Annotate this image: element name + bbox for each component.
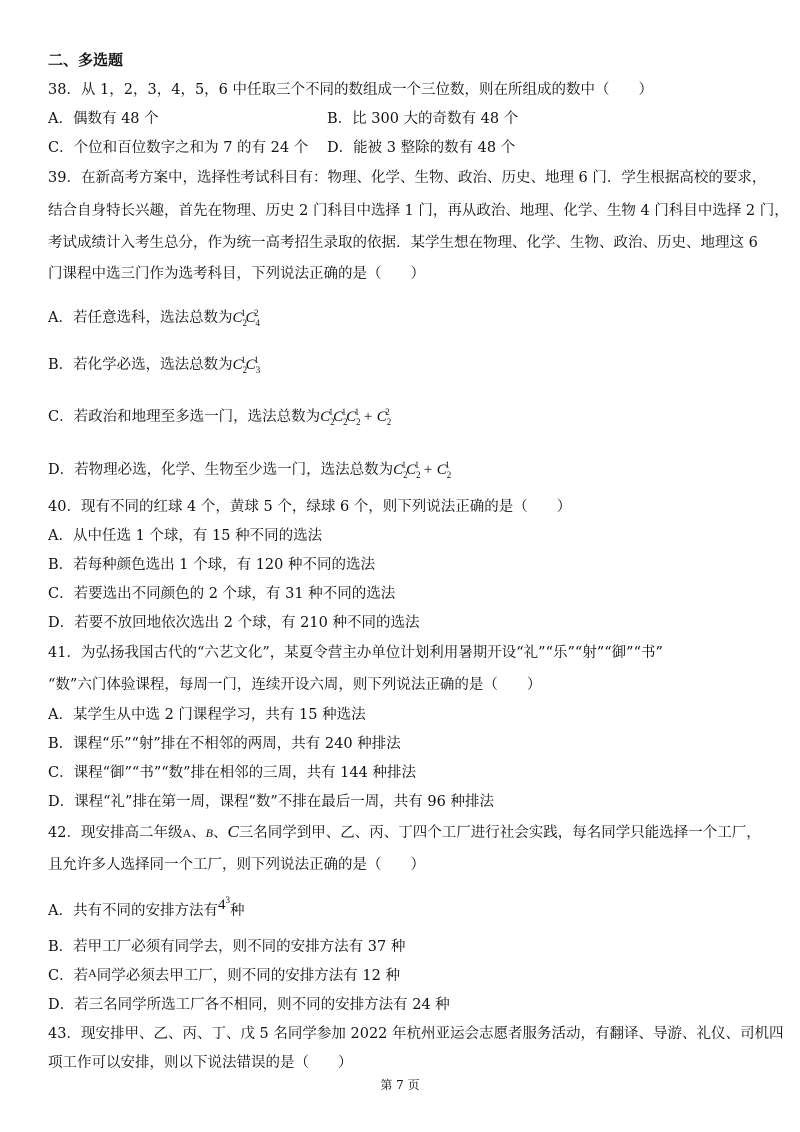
q39-option-c <box>48 402 390 432</box>
q42-option-a-power: $4^3$ <box>217 895 230 913</box>
q38-option-d: D．能被 3 整除的数有 48 个 <box>327 140 516 156</box>
q41-stem-line2: “数”六门体验课程，每周一门，连续开设六周，则下列说法正确的是（ ） <box>48 677 542 693</box>
q39-stem-line1: 39．在新高考方案中，选择性考试科目有：物理、化学、生物、政治、历史、地理 6 门．学生根据高校的要求， <box>48 170 767 186</box>
q42-stem-suffix: 三名同学到甲、乙、丙、丁四个工厂进行社会实践，每名同学只能选择一个工厂， <box>238 825 761 841</box>
q40-option-d: D．若要不放回地依次选出 2 个球，有 210 种不同的选法 <box>48 615 420 631</box>
q39-option-c-text: C．若政治和地理至多选一门，选法总数为 <box>48 409 321 425</box>
q39-option-b-text: B．若化学必选，选法总数为 <box>48 357 233 373</box>
q39-option-b-formula: $C_2^1C_3^1$ <box>232 355 261 375</box>
q39-stem-line3: 考试成绩计入考生总分，作为统一高考招生录取的依据．某学生想在物理、化学、生物、政治、历史、地理这 6 <box>48 235 758 251</box>
q42-option-a-text: A．共有不同的安排方法有 <box>48 903 218 919</box>
q42-option-b: B．若甲工厂必须有同学去，则不同的安排方法有 37 种 <box>48 939 406 955</box>
q42-var-c: C <box>227 822 239 841</box>
q40-option-c: C．若要选出不同颜色的 2 个球，有 31 种不同的选法 <box>48 586 396 602</box>
q42-stem-line2: 且允许多人选择同一个工厂，则下列说法正确的是（ ） <box>48 857 425 873</box>
q42-sep1: 、 <box>191 825 206 841</box>
q42-option-c-var: A <box>88 966 97 980</box>
q39-option-a-text: A．若任意选科，选法总数为 <box>48 310 233 326</box>
q41-option-b: B．课程“乐”“射”排在不相邻的两周，共有 240 种排法 <box>48 736 401 752</box>
q39-option-c-formula: $C_2^1C_2^1C_2^1 + C_2^2$ <box>320 407 392 427</box>
q42-option-a <box>48 896 244 921</box>
q39-option-a-formula: $C_2^1C_4^2$ <box>232 308 261 328</box>
q39-option-d-formula: $C_2^1C_2^1 + C_2^1$ <box>393 460 452 480</box>
q41-option-c: C．课程“御”“书”“数”排在相邻的三周，共有 144 种排法 <box>48 765 416 781</box>
q39-stem-line2: 结合自身特长兴趣，首先在物理、历史 2 门科目中选择 1 门，再从政治、地理、化学、生物 4 门科目中选择 2 门， <box>48 203 789 219</box>
q42-option-c-prefix: C．若 <box>48 968 89 984</box>
q43-stem-line2: 项工作可以安排，则以下说法错误的是（ ） <box>48 1055 353 1071</box>
section-title: 二、多选题 <box>48 51 124 69</box>
page-footer: 第 7 页 <box>380 1078 420 1092</box>
q42-stem-line1 <box>48 822 761 843</box>
q42-stem-prefix: 42．现安排高二年级 <box>48 825 183 841</box>
q40-stem: 40．现有不同的红球 4 个，黄球 5 个，绿球 6 个，则下列说法正确的是（ ） <box>48 499 572 515</box>
q38-option-b: B．比 300 大的奇数有 48 个 <box>327 111 519 127</box>
q42-var-a: A <box>182 826 192 840</box>
q39-stem-line4: 门课程中选三门作为选考科目，下列说法正确的是（ ） <box>48 266 425 282</box>
q41-option-a: A．某学生从中选 2 门课程学习，共有 15 种选法 <box>48 707 366 723</box>
q41-stem-line1: 41．为弘扬我国古代的“六艺文化”，某夏令营主办单位计划利用暑期开设“礼”“乐”“射”“御”“书” <box>48 645 663 661</box>
q40-option-b: B．若每种颜色选出 1 个球，有 120 种不同的选法 <box>48 557 375 573</box>
q39-option-b <box>48 350 259 380</box>
q38-option-c: C．个位和百位数字之和为 7 的有 24 个 <box>48 140 309 156</box>
q42-option-c <box>48 966 400 986</box>
q39-option-d-text: D．若物理必选，化学、生物至少选一门，选法总数为 <box>48 462 394 478</box>
q38-option-a: A．偶数有 48 个 <box>48 111 159 127</box>
q39-option-a <box>48 303 259 333</box>
q42-option-d: D．若三名同学所选工厂各不相同，则不同的安排方法有 24 种 <box>48 997 450 1013</box>
q40-option-a: A．从中任选 1 个球，有 15 种不同的选法 <box>48 528 323 544</box>
q39-option-d <box>48 455 450 485</box>
q42-option-c-suffix: 同学必须去甲工厂，则不同的安排方法有 12 种 <box>96 968 400 984</box>
q42-sep2: 、 <box>212 825 228 841</box>
q42-option-a-unit: 种 <box>229 903 245 919</box>
q38-stem: 38．从 1，2，3，4，5，6 中任取三个不同的数组成一个三位数，则在所组成的数中（ ） <box>48 82 654 98</box>
q43-stem-line1: 43．现安排甲、乙、丙、丁、戊 5 名同学参加 2022 年杭州亚运会志愿者服务活动，有翻译、导游、礼仪、司机四 <box>48 1026 784 1042</box>
q42-var-b: B <box>205 826 213 840</box>
q41-option-d: D．课程“礼”排在第一周，课程“数”不排在最后一周，共有 96 种排法 <box>48 794 494 810</box>
